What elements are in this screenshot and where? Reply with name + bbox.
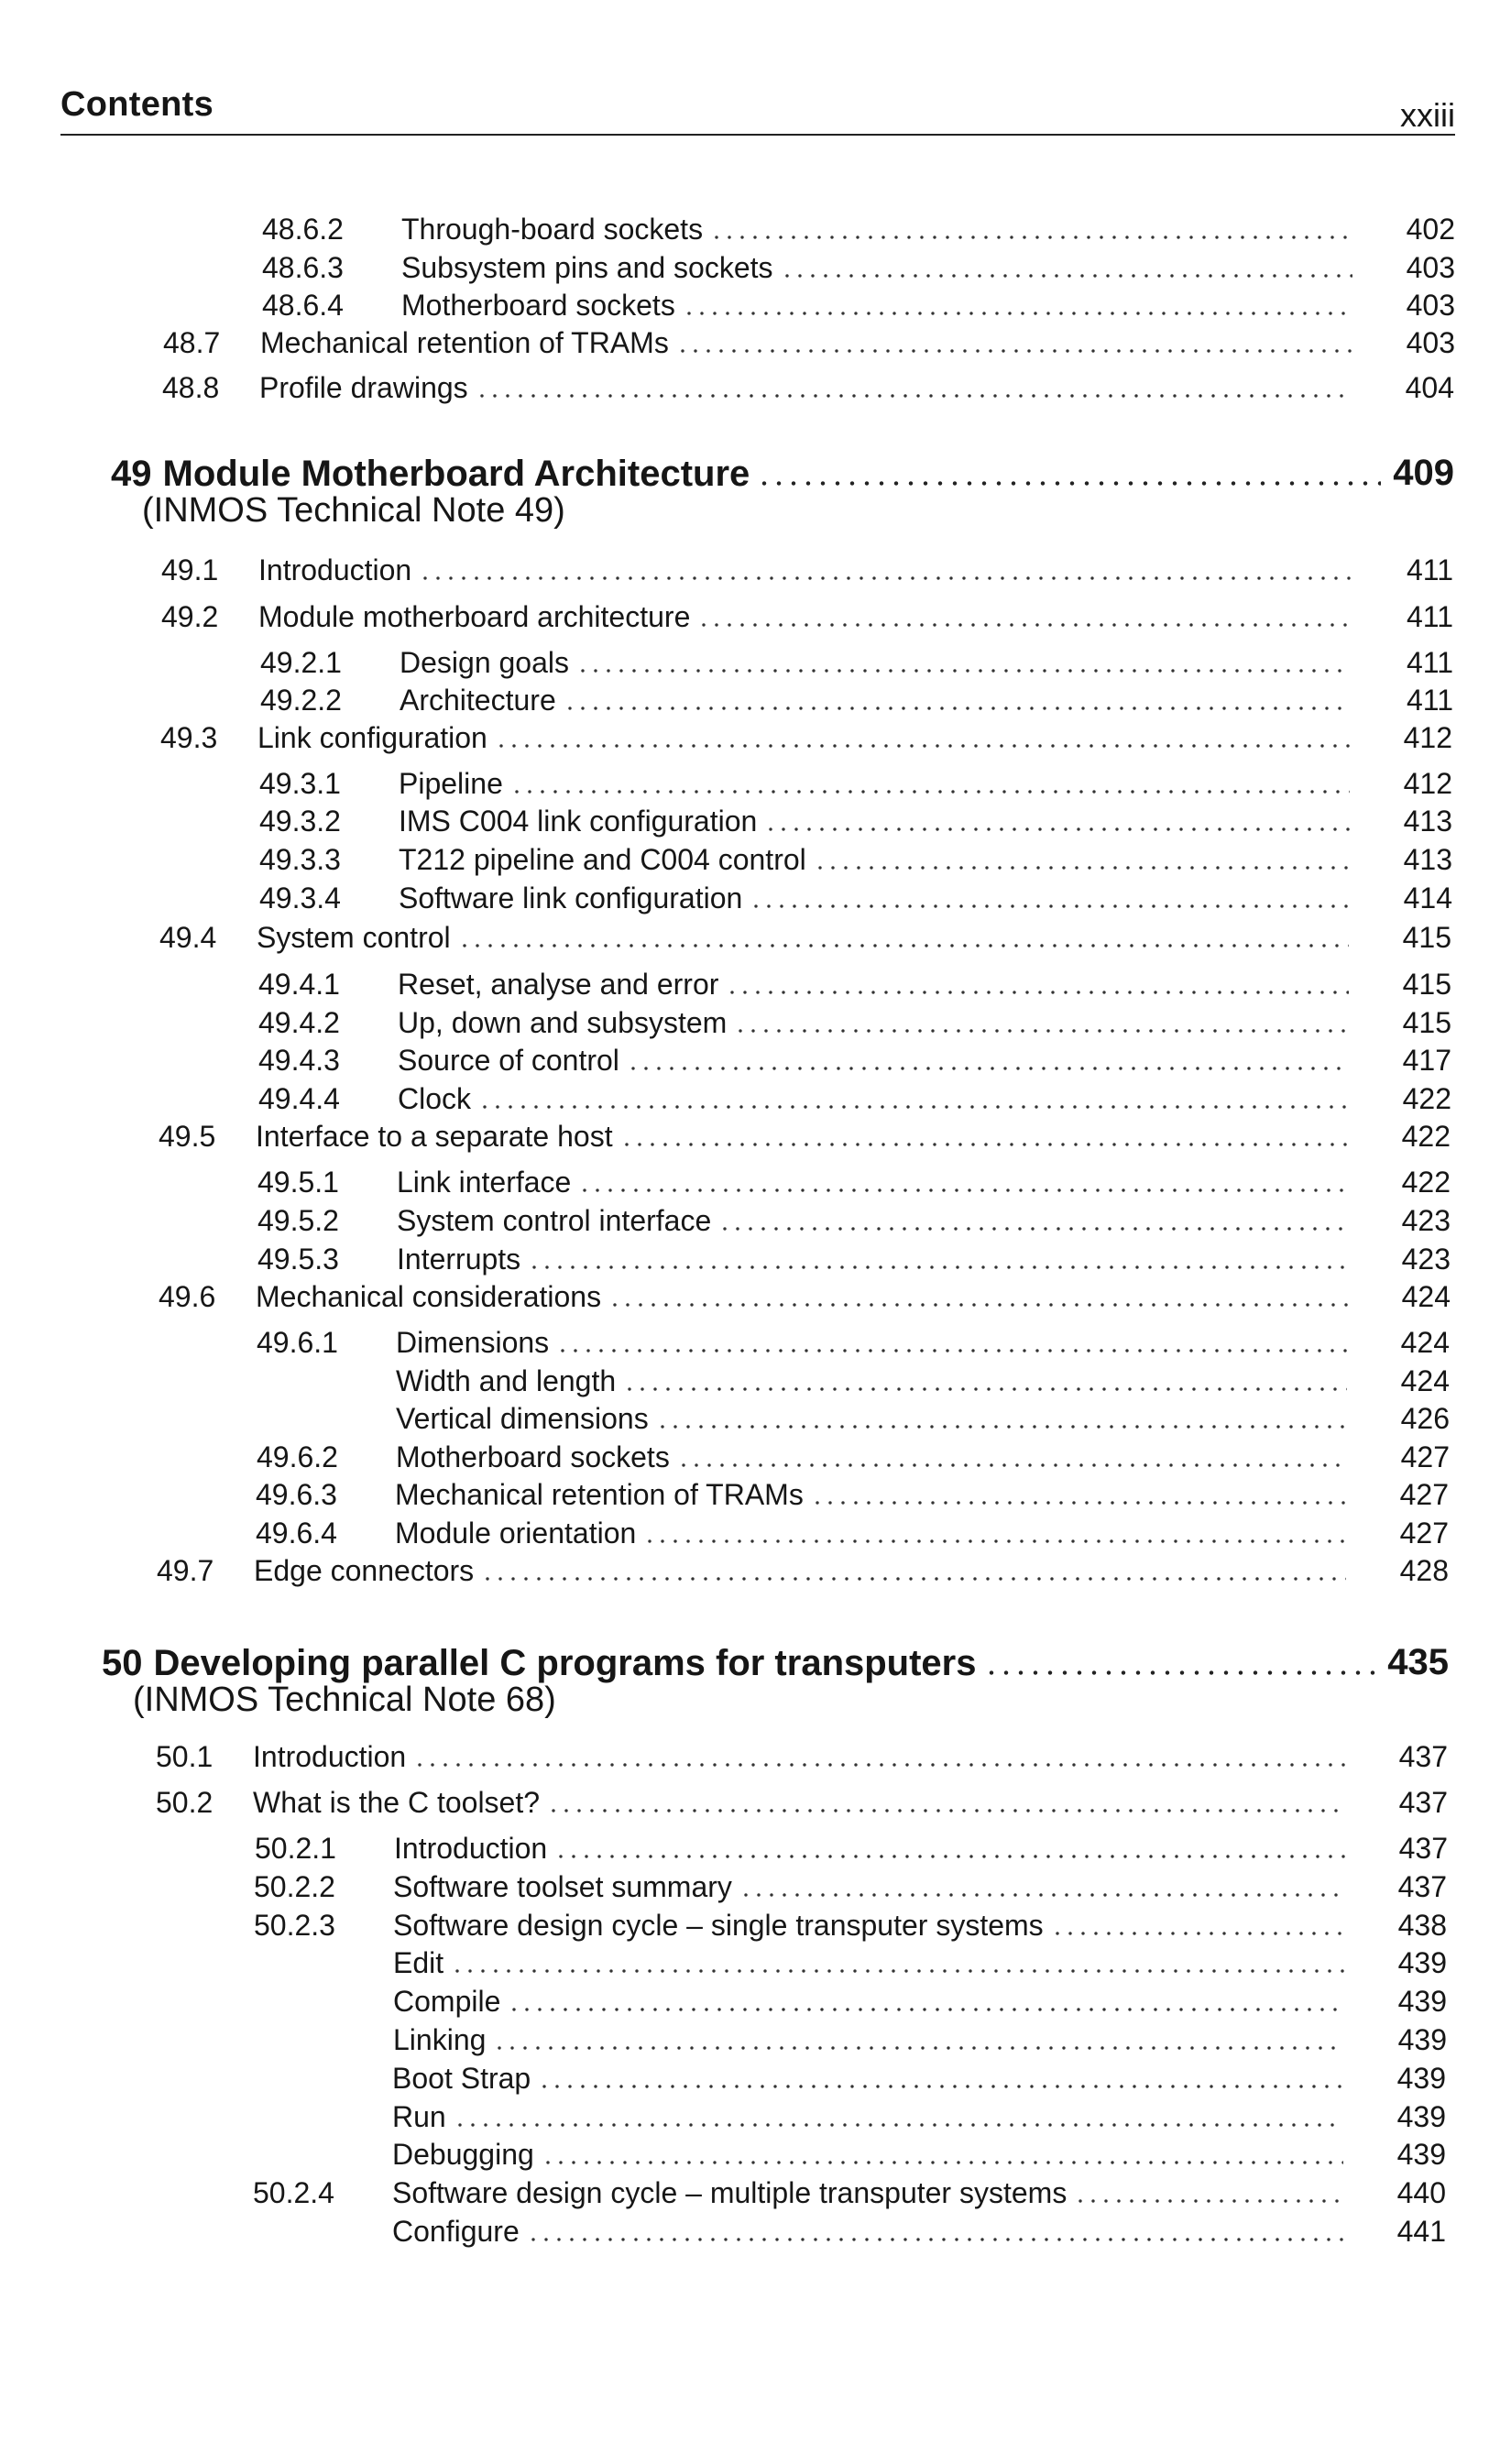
toc-entry [257,1241,1451,1277]
toc-entry-number: 49.3.1 [259,767,341,800]
toc-entry-number: 50.1 [156,1740,214,1773]
toc-entry-number: 49.7 [157,1554,214,1587]
toc-entry-number: 49.3 [160,721,218,754]
toc-entry-title: Reset, analyse and error [398,968,719,1001]
toc-entry [255,1830,1448,1867]
chapter-title: Developing parallel C programs for transputers [153,1643,977,1683]
toc-entry-title: Motherboard sockets [401,289,675,322]
dot-leader [718,1227,1348,1231]
toc-entry-title: Software design cycle – multiple transputer systems [392,2176,1068,2209]
toc-entry [262,287,1455,323]
toc-entry-page-number: 414 [1403,882,1452,914]
toc-entry-title: Module orientation [395,1517,637,1550]
toc-entry-number: 49.3.2 [259,805,341,838]
toc-entry-page-number: 415 [1402,1006,1451,1039]
toc-entry-page-number: 424 [1400,1326,1450,1359]
toc-entry [262,249,1455,286]
toc-entry-title: Debugging [392,2138,534,2171]
toc-entry-title: IMS C004 link configuration [399,805,758,838]
toc-entry-number: 49.4.4 [258,1082,340,1115]
toc-entry-page-number: 422 [1401,1166,1451,1199]
toc-entry-number: 49.6.2 [257,1440,338,1473]
toc-entry-number: 50.2.1 [255,1832,336,1865]
toc-entry-page-number: 402 [1406,213,1455,246]
toc-entry-number: 50.2 [156,1786,214,1819]
dot-leader [538,2085,1343,2088]
toc-entry-page-number: 422 [1401,1120,1451,1153]
toc-entry-page-number: 441 [1396,2215,1446,2248]
toc-entry [254,1907,1447,1944]
toc-entry-number: 49.5 [159,1120,216,1153]
chapter-page-number: 435 [1387,1642,1449,1682]
toc-entry-number: 49.5.3 [257,1243,339,1276]
toc-entry-page-number: 424 [1401,1280,1451,1313]
toc-entry-title: Architecture [400,684,556,717]
toc-entry-title: Source of control [398,1044,619,1077]
toc-entry [254,1983,1447,2020]
dot-leader [734,1029,1349,1033]
dot-leader [750,904,1350,908]
toc-entry-page-number: 417 [1402,1044,1451,1077]
toc-entry [258,1042,1451,1079]
dot-leader [814,866,1350,870]
toc-entry-number: 49.6.4 [256,1517,337,1550]
toc-entry-title: System control interface [397,1204,712,1237]
toc-entry [159,1118,1451,1155]
toc-entry [161,552,1453,588]
dot-leader [527,2238,1343,2241]
toc-entry-page-number: 423 [1401,1204,1451,1237]
dot-leader [510,790,1350,794]
toc-entry-title: What is the C toolset? [253,1786,541,1819]
toc-entry-number: 49.1 [161,553,219,586]
toc-entry-page-number: 411 [1406,684,1453,717]
toc-entry-title: Subsystem pins and sockets [401,251,773,284]
toc-entry-page-number: 424 [1400,1364,1450,1397]
toc-entry-page-number: 415 [1402,968,1451,1001]
toc-entry [157,1552,1449,1589]
toc-entry-title: Interrupts [397,1243,521,1276]
toc-entry [254,1944,1447,1981]
toc-entry-title: System control [257,921,451,954]
dot-leader [627,1067,1349,1070]
toc-entry-number: 50.2.3 [254,1909,335,1942]
toc-entry-title: Vertical dimensions [396,1402,649,1435]
toc-entry [257,1363,1450,1399]
toc-entry [262,211,1455,247]
dot-leader [495,744,1350,748]
dot-leader [623,1387,1347,1391]
toc-entry-page-number: 439 [1396,2062,1446,2095]
toc-entry-number: 49.4.2 [258,1006,340,1039]
toc-entry-title: Mechanical retention of TRAMs [260,326,669,359]
toc-entry-number: 48.6.2 [262,213,344,246]
toc-entry-page-number: 438 [1397,1909,1447,1942]
toc-entry-page-number: 411 [1406,646,1453,679]
toc-entry [257,1202,1451,1239]
dot-leader [578,1188,1348,1192]
toc-entry [259,765,1452,802]
dot-leader [1051,1932,1344,1935]
toc-entry-page-number: 412 [1403,721,1452,754]
dot-leader [710,235,1352,239]
dot-leader [676,349,1352,353]
toc-entry-page-number: 415 [1402,921,1451,954]
toc-entry-page-number: 427 [1399,1517,1449,1550]
dot-leader [620,1143,1348,1146]
running-head-title: Contents [60,85,214,124]
dot-leader [811,1501,1346,1505]
toc-entry-page-number: 437 [1397,1870,1447,1903]
dot-leader [656,1425,1347,1429]
dot-leader [576,669,1351,673]
toc-entry-number: 49.5.2 [257,1204,339,1237]
toc-entry-title: Profile drawings [259,371,468,404]
toc-entry [257,1439,1450,1475]
chapter-subtitle: (INMOS Technical Note 68) [133,1681,556,1719]
toc-entry [160,719,1452,756]
toc-entry-title: Mechanical retention of TRAMs [395,1478,804,1511]
toc-entry-page-number: 437 [1398,1832,1448,1865]
dot-leader [554,1855,1345,1858]
toc-entry-title: Boot Strap [392,2062,531,2095]
toc-entry-title: Mechanical considerations [256,1280,602,1313]
toc-entry-number: 48.8 [162,371,220,404]
toc-entry [253,2174,1446,2211]
toc-entry-page-number: 439 [1396,2100,1446,2133]
dot-leader [984,1670,1376,1675]
dot-leader [697,623,1351,627]
toc-entry-number: 49.3.4 [259,882,341,914]
toc-entry-page-number: 427 [1399,1478,1449,1511]
toc-entry [256,1476,1449,1513]
dot-leader [726,991,1349,994]
toc-entry-number: 49.6 [159,1280,216,1313]
chapter-heading [111,451,1454,539]
chapter-page-number: 409 [1393,453,1454,493]
toc-entry-page-number: 439 [1397,1946,1447,1979]
toc-entry-page-number: 411 [1406,553,1453,586]
toc-entry-page-number: 403 [1406,326,1455,359]
toc-entry [159,919,1451,956]
toc-entry [253,2213,1446,2250]
toc-entry-page-number: 426 [1400,1402,1450,1435]
chapter-subtitle: (INMOS Technical Note 49) [142,491,565,530]
toc-entry-page-number: 423 [1401,1243,1451,1276]
toc-entry-page-number: 413 [1403,805,1452,838]
toc-entry-number: 49.2 [161,600,219,633]
toc-entry [156,1738,1448,1775]
toc-entry-page-number: 404 [1405,371,1454,404]
toc-entry-title: Link interface [397,1166,572,1199]
toc-entry [254,1868,1447,1905]
toc-entry [257,1324,1450,1361]
toc-entry-number: 49.6.3 [256,1478,337,1511]
toc-entry-title: Software design cycle – single transputer systems [393,1909,1044,1942]
dot-leader [476,394,1352,398]
toc-entry-title: Compile [393,1985,501,2018]
toc-entry [258,1004,1451,1041]
toc-entry-title: Module motherboard architecture [258,600,691,633]
toc-entry-page-number: 439 [1397,2023,1447,2056]
dot-leader [413,1763,1345,1767]
toc-entry-number: 48.6.3 [262,251,344,284]
toc-entry [259,803,1452,839]
toc-entry-title: Introduction [253,1740,407,1773]
chapter-number: 50 [102,1643,143,1683]
toc-entry-title: Configure [392,2215,520,2248]
toc-entry-page-number: 427 [1400,1440,1450,1473]
dot-leader [547,1809,1345,1812]
toc-entry-number: 49.4.1 [258,968,340,1001]
toc-entry-title: Software toolset summary [393,1870,732,1903]
toc-entry-title: Linking [393,2023,487,2056]
toc-entry [163,324,1455,361]
toc-entry-page-number: 428 [1399,1554,1449,1587]
toc-entry [253,2098,1446,2135]
dot-leader [481,1577,1346,1581]
dot-leader [739,1893,1344,1897]
toc-entry-title: Introduction [258,553,412,586]
dot-leader [643,1539,1346,1543]
dot-leader [508,2008,1344,2011]
toc-entry-number: 48.7 [163,326,221,359]
dot-leader [556,1349,1347,1352]
toc-entry-page-number: 412 [1403,767,1452,800]
toc-entry [257,1164,1451,1200]
toc-entry-page-number: 439 [1396,2138,1446,2171]
dot-leader [608,1303,1348,1307]
dot-leader [451,1969,1344,1973]
toc-entry-title: Edge connectors [254,1554,475,1587]
toc-entry-title: Link configuration [257,721,487,754]
dot-leader [757,481,1381,486]
dot-leader [677,1463,1347,1467]
toc-entry-number: 49.4.3 [258,1044,340,1077]
dot-leader [764,827,1350,831]
dot-leader [493,2046,1344,2050]
toc-entry-number: 49.4 [159,921,217,954]
toc-entry-page-number: 422 [1402,1082,1451,1115]
toc-entry-title: Up, down and subsystem [398,1006,728,1039]
toc-entry [159,1278,1451,1315]
toc-entry-page-number: 403 [1406,251,1455,284]
toc-entry-number: 48.6.4 [262,289,344,322]
dot-leader [564,706,1351,710]
toc-entry-title: T212 pipeline and C004 control [399,843,806,876]
dot-leader [528,1265,1348,1269]
toc-entry-page-number: 440 [1396,2176,1446,2209]
toc-entry-page-number: 437 [1398,1740,1448,1773]
toc-entry [260,644,1453,681]
toc-entry-title: Pipeline [399,767,503,800]
running-head-page-number: xxiii [1400,96,1455,134]
chapter-title: Module Motherboard Architecture [162,454,750,494]
toc-entry [253,2060,1446,2097]
toc-entry-title: Run [392,2100,446,2133]
toc-entry-number: 49.2.2 [260,684,342,717]
dot-leader [683,312,1352,315]
toc-entry [253,2136,1446,2173]
toc-entry [162,369,1454,406]
toc-entry-page-number: 403 [1406,289,1455,322]
toc-entry-page-number: 439 [1397,1985,1447,2018]
toc-entry-number: 50.2.2 [254,1870,335,1903]
toc-entry [259,880,1452,916]
dot-leader [1074,2199,1343,2203]
toc-entry-title: Interface to a separate host [256,1120,613,1153]
toc-entry-title: Clock [398,1082,472,1115]
toc-entry-title: Motherboard sockets [396,1440,670,1473]
toc-entry [256,1515,1449,1551]
chapter-number: 49 [111,454,152,494]
toc-entry-number: 49.2.1 [260,646,342,679]
toc-entry-title: Through-board sockets [401,213,704,246]
toc-entry-page-number: 437 [1398,1786,1448,1819]
toc-entry-title: Edit [393,1946,444,1979]
toc-entry-number: 49.3.3 [259,843,341,876]
toc-entry [259,841,1452,878]
dot-leader [454,2123,1343,2127]
toc-entry-title: Dimensions [396,1326,550,1359]
toc-entry [257,1400,1450,1437]
chapter-heading [102,1640,1449,1728]
toc-entry [258,966,1451,1002]
toc-entry [260,682,1453,718]
toc-entry-title: Design goals [400,646,569,679]
dot-leader [781,274,1352,278]
toc-entry [258,1080,1451,1117]
toc-entry-number: 49.6.1 [257,1326,338,1359]
toc-entry-number: 49.5.1 [257,1166,339,1199]
toc-entry [254,2021,1447,2058]
toc-entry-number: 50.2.4 [253,2176,334,2209]
toc-entry [161,598,1453,635]
toc-entry [156,1784,1448,1821]
toc-entry-page-number: 411 [1406,600,1453,633]
dot-leader [478,1105,1349,1109]
toc-entry-title: Width and length [396,1364,617,1397]
toc-entry-page-number: 413 [1403,843,1452,876]
toc-entry-title: Software link configuration [399,882,743,914]
toc-entry-title: Introduction [394,1832,548,1865]
dot-leader [542,2161,1343,2164]
dot-leader [458,944,1349,947]
dot-leader [419,576,1351,580]
